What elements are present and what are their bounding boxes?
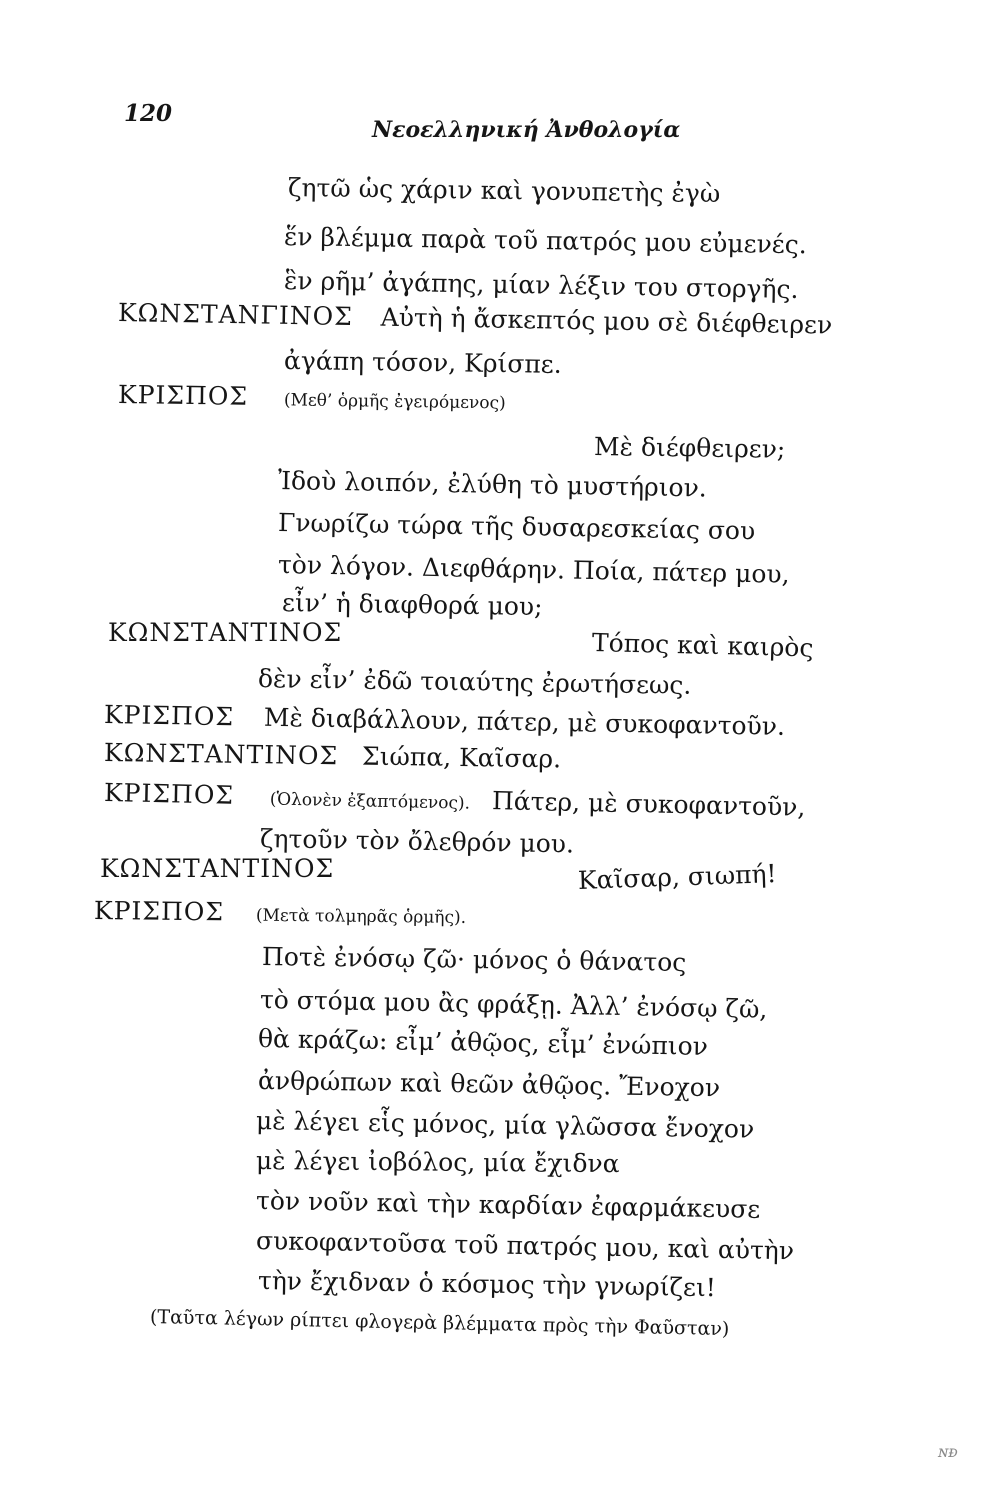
stage-direction: (Μεθ’ ὁρμῆς ἐγειρόμενος) (283, 390, 506, 414)
dialogue-line (118, 380, 506, 418)
verse-line: συκοφαντοῦσα τοῦ πατρός μου, καὶ αὐτὴν (255, 1226, 795, 1266)
verse-line: Ἰδοὺ λοιπόν, ἐλύθη τὸ μυστήριον. (277, 466, 708, 503)
speaker-name: ΚΩΝΣΤΑΝΓΙΝΟΣ (117, 298, 354, 332)
verse-line: μὲ λέγει εἷς μόνος, μία γλῶσσα ἔνοχον (255, 1106, 755, 1144)
speaker-name: ΚΩΝΣΤΑΝΤΙΝΟΣ (103, 738, 339, 771)
verse-line: μὲ λέγει ἰοβόλος, μία ἔχιδνα (255, 1146, 620, 1179)
verse-line: τὸν λόγον. Διεφθάρην. Ποία, πάτερ μου, (277, 550, 790, 589)
verse-line: Ποτὲ ἐνόσῳ ζῶ· μόνος ὁ θάνατος (261, 942, 687, 977)
speaker-name: ΚΡΙΣΠΟΣ (103, 700, 235, 732)
verse-line: Μὲ διέφθειρεν; (593, 432, 786, 464)
verse-line: δὲν εἶν’ ἐδῶ τοιαύτης ἐρωτήσεως. (257, 664, 692, 700)
speaker-name: ΚΡΙΣΠΟΣ (93, 896, 225, 927)
dialogue-line (100, 854, 820, 895)
verse-line: ἕν βλέμμα παρὰ τοῦ πατρός μου εὐμενές. (283, 222, 807, 260)
verse-line: Γνωρίζω τώρα τῆς δυσαρεσκείας σου (277, 508, 756, 546)
running-title: Νεοελληνική Ἀνθολογία (372, 117, 681, 143)
verse-line: τὴν ἔχιδναν ὁ κόσμος τὴν γνωρίζει! (257, 1266, 717, 1303)
speaker-name: ΚΡΙΣΠΟΣ (103, 778, 235, 810)
verse-line: τὸ στόμα μου ἂς φράξῃ. Ἀλλ’ ἐνόσῳ ζῶ, (259, 985, 768, 1024)
dialogue-line (108, 618, 828, 663)
dialogue-text: Καῖσαρ, σιωπή! (577, 859, 777, 895)
dialogue-line (104, 738, 561, 774)
dialogue-line (104, 700, 785, 742)
verse-line: ζητῶ ὡς χάριν καὶ γονυπετὴς ἐγὼ (287, 173, 721, 209)
verse-line: εἶν’ ἡ διαφθορά μου; (281, 588, 543, 622)
verse-line: ἀνθρώπων καὶ θεῶν ἀθῷος. Ἔνοχον (257, 1066, 721, 1103)
dialogue-text: Αὐτὴ ἡ ἄσκεπτός μου σὲ διέφθειρεν (380, 302, 833, 340)
dialogue-text: Πάτερ, μὲ συκοφαντοῦν, (491, 786, 806, 822)
verse-line: ζητοῦν τὸν ὄλεθρόν μου. (259, 824, 575, 859)
verse-line: τὸν νοῦν καὶ τὴν καρδίαν ἐφαρμάκευσε (255, 1186, 761, 1224)
printer-mark: ɴᴆ (938, 1442, 958, 1461)
verse-line: ἀγάπη τόσον, Κρίσπε. (283, 346, 562, 379)
dialogue-line (94, 896, 466, 933)
speaker-name: ΚΩΝΣΤΑΝΤΙΝΟΣ (108, 618, 343, 647)
stage-direction: (Ὁλονὲν ἐξαπτόμενος). (269, 789, 471, 814)
verse-line: θὰ κράζω: εἶμ’ ἀθῷος, εἶμ’ ἐνώπιον (257, 1024, 709, 1061)
stage-direction: (Ταῦτα λέγων ρίπτει φλογερὰ βλέμματα πρὸς τὴν Φαῦσταν) (149, 1306, 730, 1341)
dialogue-text: Τόπος καὶ καιρὸς (591, 628, 814, 663)
dialogue-text: Μὲ διαβάλλουν, πάτερ, μὲ συκοφαντοῦν. (263, 702, 786, 741)
speaker-name: ΚΡΙΣΠΟΣ (117, 380, 249, 411)
stage-direction: (Μετὰ τολμηρᾶς ὁρμῆς). (255, 905, 467, 928)
speaker-name: ΚΩΝΣΤΑΝΤΙΝΟΣ (100, 854, 335, 883)
dialogue-text: Σιώπα, Καῖσαρ. (361, 741, 562, 774)
verse-line: ἓν ρῆμ’ ἀγάπης, μίαν λέξιν του στοργῆς. (283, 266, 799, 304)
page-number: 120 (124, 100, 173, 127)
dialogue-line (118, 298, 833, 340)
dialogue-line (104, 778, 806, 826)
